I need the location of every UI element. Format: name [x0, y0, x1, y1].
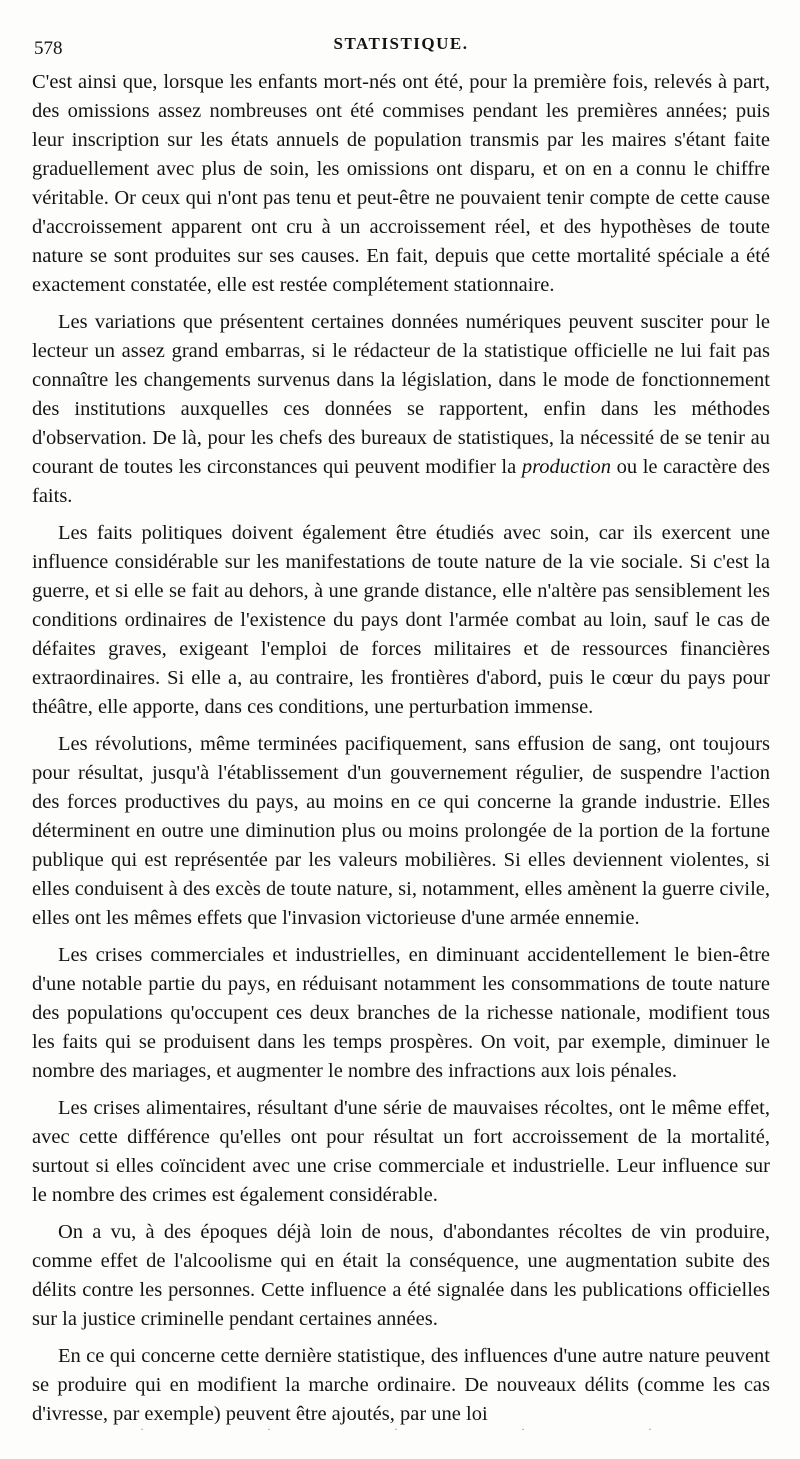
footer-specks: · · · · · — [140, 1422, 712, 1436]
body-text — [32, 68, 770, 1429]
paragraph-7: On a vu, à des époques déjà loin de nous, d'abondantes récoltes de vin produire, comme effet de l'alcoolisme qui en était la conséquence, une augmentation subite des délits contre les personnes. Cette influence a été signalée dans les publications officielles sur la justice criminelle pendant certaines années. — [32, 1221, 770, 1330]
running-title: STATISTIQUE. — [333, 34, 469, 53]
paragraph-4: Les révolutions, même terminées pacifiquement, sans effusion de sang, ont toujours pour résultat, jusqu'à l'établissement d'un gouvernement régulier, de suspendre l'action des forces productives du pays, au moins en ce qui concerne la grande industrie. Elles déterminent en outre une diminution plus ou moins prolongée de la portion de la fortune publique qui est représentée par les valeurs mobilières. Si elles deviennent violentes, si elles conduisent à des excès de toute nature, si, notamment, elles amènent la guerre civile, elles ont les mêmes effets que l'invasion victorieuse d'une armée ennemie. — [32, 733, 770, 929]
paragraph-2-text: Les variations que présentent certaines données numériques peuvent susciter pour le lecteur un assez grand embarras, si le rédacteur de la statistique officielle ne lui fait pas connaître les changements survenus dans la législation, dans le mode de fonctionnement des institutions auxquelles ces données se rapportent, enfin dans les méthodes d'observation. De là, pour les chefs des bureaux de statistiques, la nécessité de se tenir au courant de toutes les circonstances qui peuvent modifier la — [32, 311, 770, 478]
paragraph-8: En ce qui concerne cette dernière statistique, des influences d'une autre nature peuvent se produire qui en modifient la marche ordinaire. De nouveaux délits (comme les cas d'ivresse, par exemple) peuvent être ajoutés, par une loi — [32, 1345, 770, 1425]
paragraph-5: Les crises commerciales et industrielles, en diminuant accidentellement le bien-être d'une notable partie du pays, en réduisant notamment les consommations de toute nature des populations qu'occupent ces deux branches de la richesse nationale, modifient tous les faits qui se produisent dans les temps prospères. On voit, par exemple, diminuer le nombre des mariages, et augmenter le nombre des infractions aux lois pénales. — [32, 944, 770, 1082]
page-number: 578 — [34, 38, 63, 59]
page-header — [32, 30, 770, 60]
paragraph-3: Les faits politiques doivent également être étudiés avec soin, car ils exercent une influence considérable sur les manifestations de toute nature de la vie sociale. Si c'est la guerre, et si elle se fait au dehors, à une grande distance, elle n'altère pas sensiblement les conditions ordinaires de l'existence du pays dont l'armée combat au loin, sauf le cas de défaites graves, exigeant l'emploi de forces militaires et de ressources financières extraordinaires. Si elle a, au contraire, les frontières d'abord, puis le cœur du pays pour théâtre, elle apporte, dans ces conditions, une perturbation immense. — [32, 522, 770, 718]
paragraph-2 — [32, 308, 770, 511]
paragraph-1: C'est ainsi que, lorsque les enfants mort-nés ont été, pour la première fois, relevés à part, des omissions assez nombreuses ont été commises pendant les premières années; puis leur inscription sur les états annuels de population transmis par les maires s'étant faite graduellement avec plus de soin, les omissions ont disparu, et on en a connu le chiffre véritable. Or ceux qui n'ont pas tenu et peut-être ne pouvaient tenir compte de cette cause d'accroissement apparent ont cru à un accroissement réel, et des hypothèses de toute nature se sont produites sur ses causes. En fait, depuis que cette mortalité spéciale a été exactement constatée, elle est restée complétement stationnaire. — [32, 71, 770, 296]
paragraph-2-emphasis: production — [521, 456, 612, 478]
paragraph-2-text-end: ou le caractère des faits. — [32, 456, 770, 507]
paragraph-6: Les crises alimentaires, résultant d'une série de mauvaises récoltes, ont le même effet, avec cette différence qu'elles ont pour résultat un fort accroissement de la mortalité, surtout si elles coïncident avec une crise commerciale et industrielle. Leur influence sur le nombre des crimes est également considérable. — [32, 1097, 770, 1206]
